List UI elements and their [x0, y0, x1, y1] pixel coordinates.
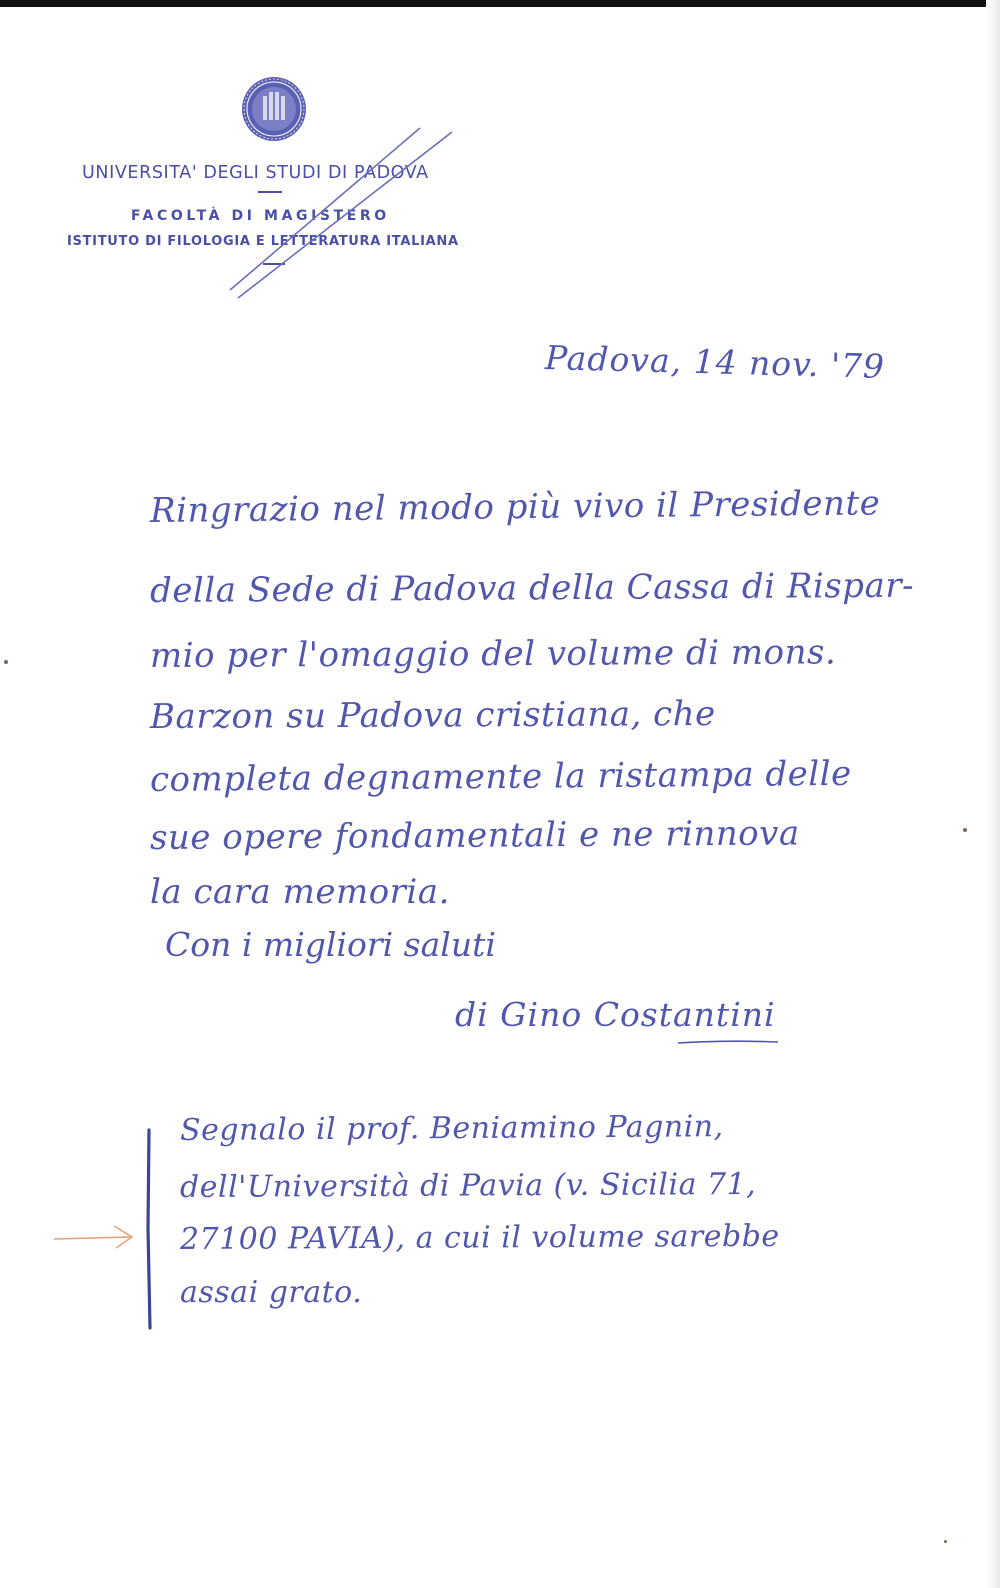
- letter-date: Padova, 14 nov. '79: [544, 338, 886, 386]
- letterhead-faculty: FACOLTÀ DI MAGISTERO: [131, 208, 390, 224]
- letterhead-institute: ISTITUTO DI FILOLOGIA E LETTERATURA ITALIANA: [67, 234, 459, 249]
- scan-top-edge: [0, 0, 1000, 7]
- letter-body-line: mio per l'omaggio del volume di mons.: [149, 632, 837, 676]
- letter-body-line: della Sede di Padova della Cassa di Rispar-: [149, 565, 915, 611]
- paper-speck: [4, 660, 8, 664]
- paper-right-edge: [986, 0, 1000, 1588]
- letter-body-line: sue opere fondamentali e ne rinnova: [149, 813, 800, 858]
- letter-signature: di Gino Costantini: [455, 995, 776, 1034]
- letter-body-line: Ringrazio nel modo più vivo il Presidente: [149, 483, 881, 531]
- letter-body-line: Barzon su Padova cristiana, che: [149, 694, 716, 737]
- note-line: Segnalo il prof. Beniamino Pagnin,: [179, 1109, 724, 1148]
- signature-underline: [676, 1038, 780, 1046]
- note-margin-bar: [144, 1128, 154, 1330]
- letterhead-strike-lines: [220, 120, 470, 300]
- letter-body-line: la cara memoria.: [150, 872, 450, 912]
- note-line: 27100 PAVIA), a cui il volume sarebbe: [179, 1218, 780, 1257]
- letter-greeting: Con i migliori saluti: [165, 925, 496, 964]
- arrow-right-icon: [52, 1222, 136, 1250]
- letterhead-university: UNIVERSITA' DEGLI STUDI DI PADOVA: [82, 163, 429, 183]
- paper-speck: [963, 828, 967, 832]
- note-line: dell'Università di Pavia (v. Sicilia 71,: [179, 1166, 757, 1205]
- note-line: assai grato.: [180, 1275, 363, 1310]
- letter-body-line: completa degnamente la ristampa delle: [149, 753, 852, 800]
- paper-speck: [944, 1540, 947, 1543]
